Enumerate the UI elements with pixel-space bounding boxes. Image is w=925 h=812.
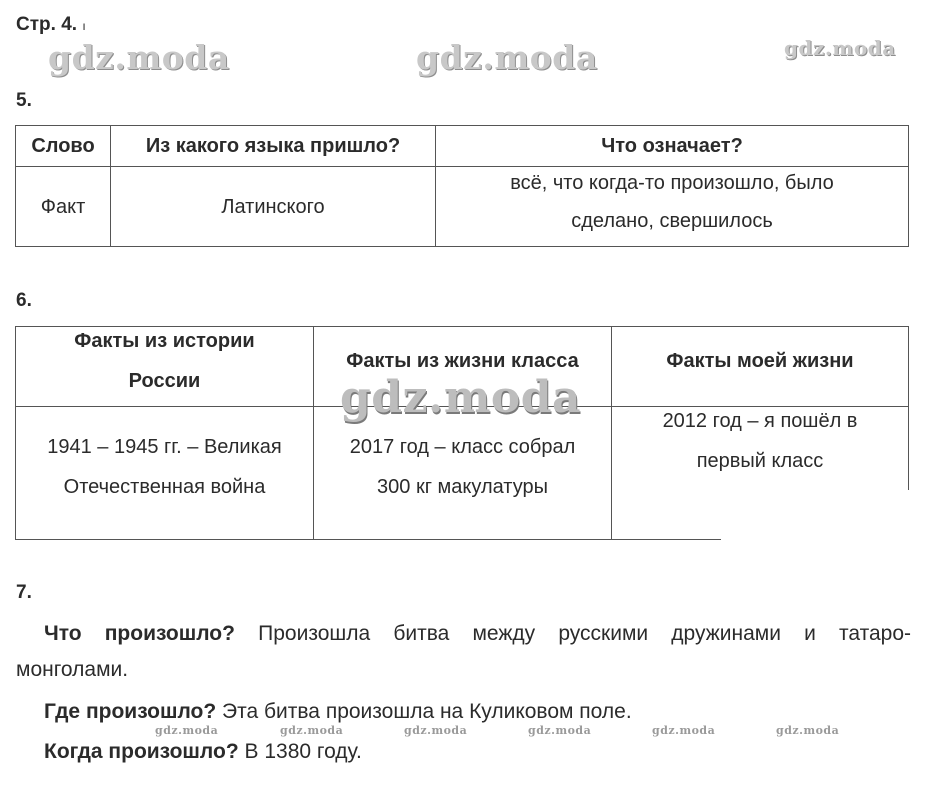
meaning-line: сделано, свершилось: [571, 210, 773, 232]
table-cell-word: Факт: [40, 195, 86, 218]
page-label-text: Стр. 4.: [16, 14, 78, 35]
table-cell-my-life: [612, 401, 908, 481]
watermark: gdz.moda: [416, 38, 598, 77]
table-header: [16, 321, 313, 401]
table-header: Из какого языка пришло?: [145, 135, 401, 157]
header-line: России: [128, 370, 201, 392]
cell-line: первый класс: [696, 450, 824, 472]
table-cell-class: [314, 427, 611, 507]
watermark: gdz.moda: [404, 724, 468, 737]
answer-what: [16, 616, 911, 652]
watermark: gdz.moda: [280, 724, 344, 737]
watermark: gdz.moda: [776, 724, 840, 737]
cell-line: 2017 год – класс собрал: [349, 436, 576, 458]
watermark: gdz.moda: [340, 372, 582, 423]
cell-line: Отечественная война: [63, 476, 266, 498]
page-label-mark: ı: [82, 19, 86, 33]
watermark: gdz.moda: [652, 724, 716, 737]
question-label: Когда произошло?: [44, 740, 239, 763]
table-header: Что означает?: [601, 135, 743, 157]
answer-text: Произошла битва между русскими дружинами и татаро-: [258, 622, 911, 645]
answer-what-continued: монголами.: [16, 658, 129, 681]
watermark: gdz.moda: [528, 724, 592, 737]
table-cell-language: Латинского: [221, 195, 325, 218]
question-label: Что произошло?: [44, 622, 235, 645]
header-line: Факты из истории: [74, 330, 255, 352]
answer-text: В 1380 году.: [244, 740, 362, 763]
task-6-number: 6.: [16, 290, 32, 311]
table-header: Факты из жизни класса: [346, 350, 579, 372]
task-7-number: 7.: [16, 582, 32, 603]
watermark: gdz.moda: [784, 36, 896, 60]
table-cell-history: [16, 427, 313, 507]
cell-line: 300 кг макулатуры: [377, 476, 548, 498]
question-label: Где произошло?: [44, 700, 217, 723]
table-header: Слово: [31, 135, 95, 157]
watermark: gdz.moda: [48, 38, 230, 77]
answer-text: Эта битва произошла на Куликовом поле.: [222, 700, 632, 723]
table-header: Факты моей жизни: [666, 350, 854, 372]
cell-line: 2012 год – я пошёл в: [662, 410, 858, 432]
page-label: [16, 14, 86, 36]
answer-when: [16, 734, 911, 770]
meaning-line: всё, что когда-то произошло, было: [510, 172, 834, 194]
task-5-number: 5.: [16, 90, 32, 111]
table-cell-meaning: [436, 162, 908, 242]
cell-line: 1941 – 1945 гг. – Великая: [47, 436, 282, 458]
watermark: gdz.moda: [155, 724, 219, 737]
